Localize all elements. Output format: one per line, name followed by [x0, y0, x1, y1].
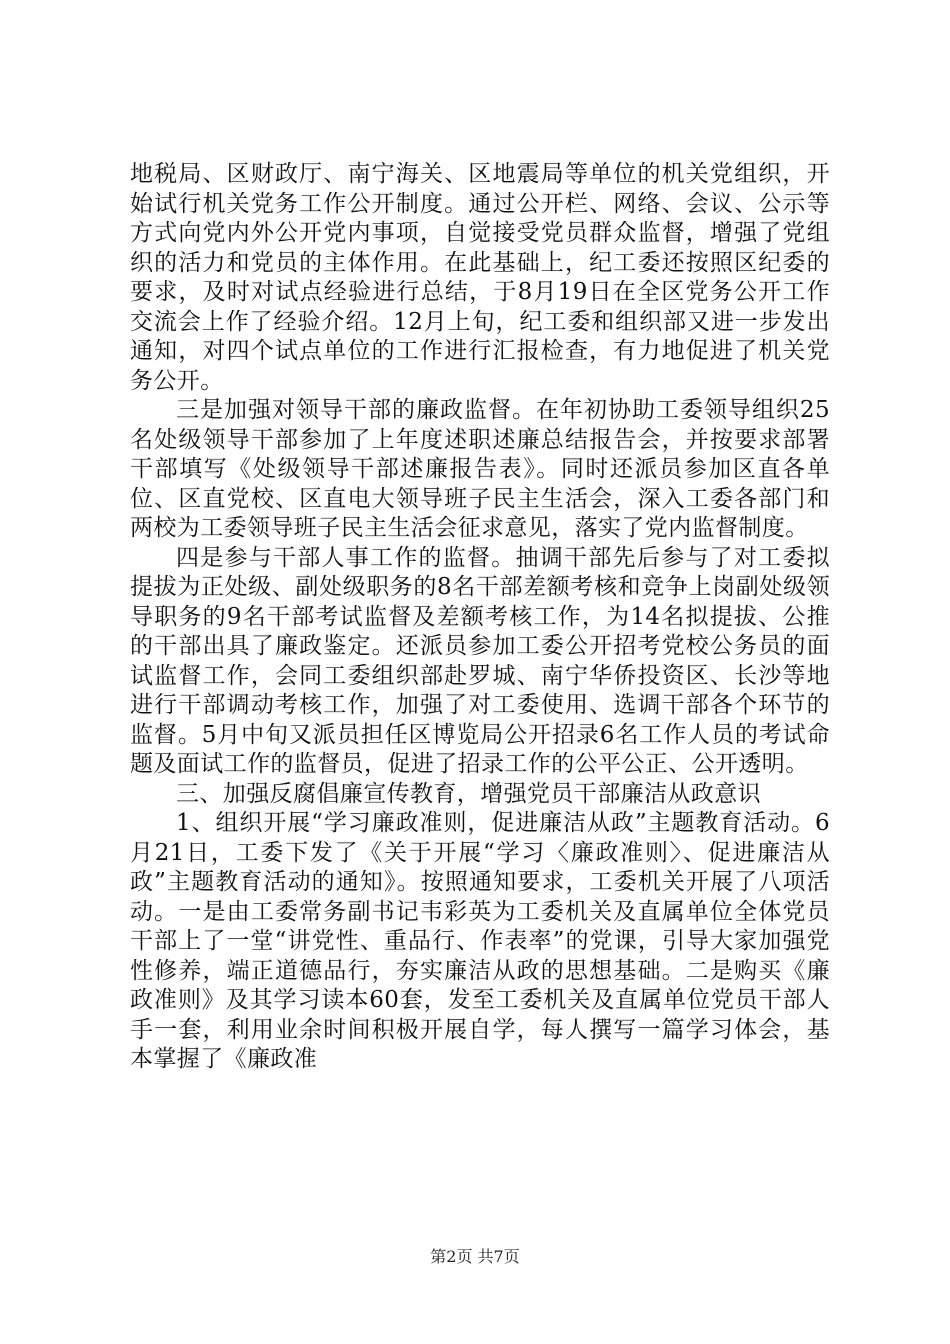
- paragraph-3: 四是参与干部人事工作的监督。抽调干部先后参与了对工委拟提拔为正处级、副处级职务的8名干部差额考核和竞争上岗副处级领导职务的9名干部考试监督及差额考核工作，为14名拟提拔、公推的干部出具了廉政鉴定。还派员参加工委公开招考党校公务员的面试监督工作，会同工委组织部赴罗城、南宁华侨投资区、长沙等地进行干部调动考核工作，加强了对工委使用、选调干部各个环节的监督。5月中旬又派员担任区博览局公开招录6名工作人员的考试命题及面试工作的监督员，促进了招录工作的公平公正、公开透明。: [130, 544, 830, 777]
- paragraph-2: 三是加强对领导干部的廉政监督。在年初协助工委领导组织25名处级领导干部参加了上年度述职述廉总结报告会，并按要求部署干部填写《处级领导干部述廉报告表》。同时还派员参加区直各单位、区直党校、区直电大领导班子民主生活会，深入工委各部门和两校为工委领导班子民主生活会征求意见，落实了党内监督制度。: [130, 397, 830, 541]
- document-body: [130, 160, 830, 1075]
- section-heading: 三、加强反腐倡廉宣传教育，增强党员干部廉洁从政意识: [176, 780, 761, 807]
- page-number-label: 第2页 共7页: [430, 1247, 520, 1266]
- paragraph-4: 1、组织开展“学习廉政准则，促进廉洁从政”主题教育活动。6月21日，工委下发了《关于开展“学习〈廉政准则〉、促进廉洁从政”主题教育活动的通知》。按照通知要求，工委机关开展了八项活动。一是由工委常务副书记韦彩英为工委机关及直属单位全体党员干部上了一堂“讲党性、重品行、作表率”的党课，引导大家加强党性修养，端正道德品行，夯实廉洁从政的思想基础。二是购买《廉政准则》及其学习读本60套，发至工委机关及直属单位党员干部人手一套，利用业余时间积极开展自学，每人撰写一篇学习体会，基本掌握了《廉政准: [130, 810, 830, 1072]
- page-footer: [0, 1244, 950, 1267]
- paragraph-1: 地税局、区财政厅、南宁海关、区地震局等单位的机关党组织，开始试行机关党务工作公开制度。通过公开栏、网络、会议、公示等方式向党内外公开党内事项，自觉接受党员群众监督，增强了党组织的活力和党员的主体作用。在此基础上，纪工委还按照区纪委的要求，及时对试点经验进行总结，于8月19日在全区党务公开工作交流会上作了经验介绍。12月上旬，纪工委和组织部又进一步发出通知，对四个试点单位的工作进行汇报检查，有力地促进了机关党务公开。: [130, 161, 830, 394]
